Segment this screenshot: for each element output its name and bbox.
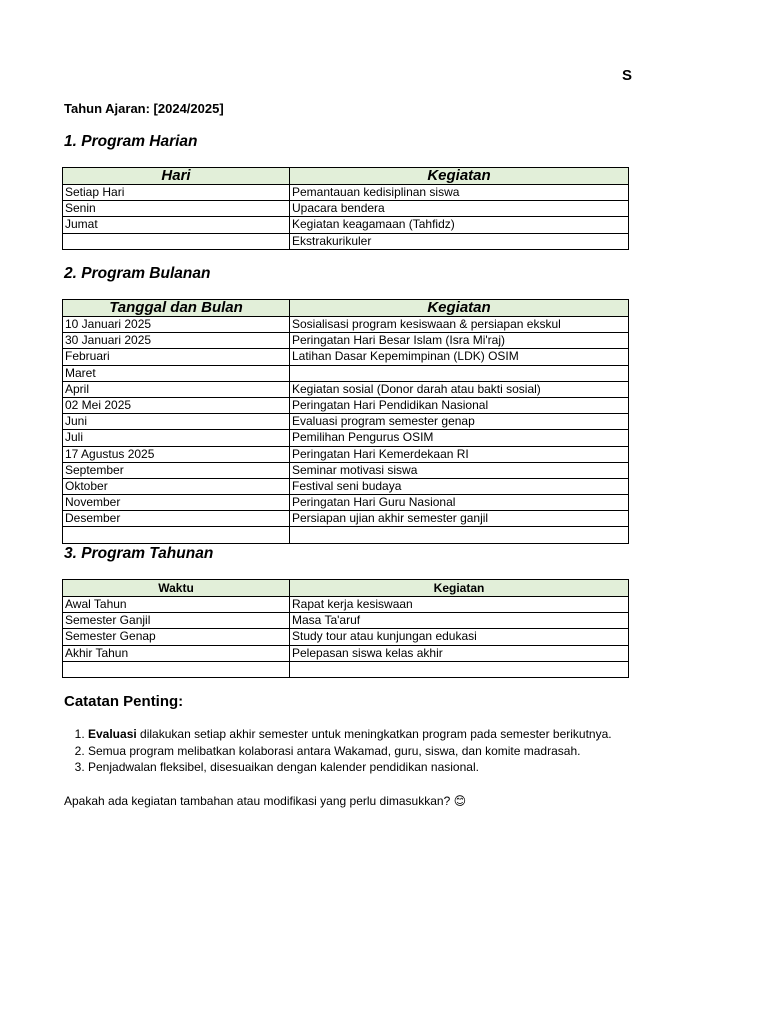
cell-hari	[63, 233, 290, 249]
table-row	[63, 317, 629, 333]
section-title-tahunan: 3. Program Tahunan	[64, 545, 214, 562]
table-row	[63, 233, 629, 249]
column-header-hari: Hari	[63, 168, 290, 185]
table-row	[63, 661, 629, 677]
cell-tanggal: Juli	[63, 430, 290, 446]
cell-kegiatan: Peringatan Hari Pendidikan Nasional	[290, 397, 629, 413]
note-text: Semua program melibatkan kolaborasi antara Wakamad, guru, siswa, dan komite madrasah.	[88, 743, 581, 758]
cell-tanggal: 17 Agustus 2025	[63, 446, 290, 462]
cell-tanggal: Maret	[63, 365, 290, 381]
column-header-tanggal: Tanggal dan Bulan	[63, 300, 290, 317]
table-row	[63, 381, 629, 397]
title-fragment: S	[622, 67, 633, 84]
table-row	[63, 527, 629, 543]
note-bold-term: Evaluasi	[88, 727, 137, 741]
cell-tanggal: Oktober	[63, 478, 290, 494]
cell-kegiatan: Pemantauan kedisiplinan siswa	[290, 185, 629, 201]
cell-hari: Senin	[63, 201, 290, 217]
table-bulanan	[62, 299, 629, 544]
cell-kegiatan	[290, 527, 629, 543]
cell-kegiatan: Study tour atau kunjungan edukasi	[290, 629, 629, 645]
cell-kegiatan: Latihan Dasar Kepemimpinan (LDK) OSIM	[290, 349, 629, 365]
cell-waktu: Awal Tahun	[63, 597, 290, 613]
cell-kegiatan: Peringatan Hari Besar Islam (Isra Mi'raj)	[290, 333, 629, 349]
list-item	[88, 726, 612, 743]
table-row	[63, 597, 629, 613]
cell-kegiatan: Evaluasi program semester genap	[290, 414, 629, 430]
cell-kegiatan: Persiapan ujian akhir semester ganjil	[290, 511, 629, 527]
table-row	[63, 185, 629, 201]
cell-kegiatan: Ekstrakurikuler	[290, 233, 629, 249]
academic-year: Tahun Ajaran: [2024/2025]	[64, 101, 224, 116]
table-header-row	[63, 168, 629, 185]
table-header-row	[63, 580, 629, 597]
table-row	[63, 201, 629, 217]
cell-hari: Setiap Hari	[63, 185, 290, 201]
cell-kegiatan: Peringatan Hari Kemerdekaan RI	[290, 446, 629, 462]
cell-tanggal: November	[63, 495, 290, 511]
cell-tanggal	[63, 527, 290, 543]
cell-kegiatan: Masa Ta'aruf	[290, 613, 629, 629]
table-row	[63, 629, 629, 645]
table-row	[63, 349, 629, 365]
table-row	[63, 397, 629, 413]
column-header-kegiatan: Kegiatan	[290, 168, 629, 185]
cell-kegiatan: Sosialisasi program kesiswaan & persiapan ekskul	[290, 317, 629, 333]
cell-tanggal: 10 Januari 2025	[63, 317, 290, 333]
notes-title: Catatan Penting:	[64, 693, 184, 710]
cell-kegiatan: Rapat kerja kesiswaan	[290, 597, 629, 613]
cell-waktu: Semester Ganjil	[63, 613, 290, 629]
cell-kegiatan	[290, 661, 629, 677]
notes-list	[64, 726, 612, 776]
table-tahunan	[62, 579, 629, 678]
cell-tanggal: Februari	[63, 349, 290, 365]
cell-tanggal: September	[63, 462, 290, 478]
table-row	[63, 645, 629, 661]
table-row	[63, 462, 629, 478]
list-item	[88, 759, 612, 776]
note-text: dilakukan setiap akhir semester untuk meningkatkan program pada semester berikutnya.	[136, 727, 612, 741]
cell-waktu: Semester Genap	[63, 629, 290, 645]
table-header-row	[63, 300, 629, 317]
section-title-bulanan: 2. Program Bulanan	[64, 265, 211, 282]
cell-hari: Jumat	[63, 217, 290, 233]
cell-kegiatan: Seminar motivasi siswa	[290, 462, 629, 478]
section-title-harian: 1. Program Harian	[64, 133, 198, 150]
list-item	[88, 743, 612, 760]
table-row	[63, 333, 629, 349]
cell-kegiatan: Upacara bendera	[290, 201, 629, 217]
table-row	[63, 495, 629, 511]
cell-kegiatan: Peringatan Hari Guru Nasional	[290, 495, 629, 511]
closing-question: Apakah ada kegiatan tambahan atau modifikasi yang perlu dimasukkan? 😊	[64, 794, 467, 808]
cell-waktu: Akhir Tahun	[63, 645, 290, 661]
table-row	[63, 511, 629, 527]
column-header-kegiatan: Kegiatan	[290, 300, 629, 317]
cell-waktu	[63, 661, 290, 677]
table-row	[63, 430, 629, 446]
table-row	[63, 365, 629, 381]
table-row	[63, 446, 629, 462]
table-row	[63, 414, 629, 430]
cell-tanggal: Juni	[63, 414, 290, 430]
column-header-waktu: Waktu	[63, 580, 290, 597]
cell-kegiatan: Kegiatan sosial (Donor darah atau bakti sosial)	[290, 381, 629, 397]
cell-kegiatan: Kegiatan keagamaan (Tahfidz)	[290, 217, 629, 233]
cell-kegiatan: Festival seni budaya	[290, 478, 629, 494]
note-text: Penjadwalan fleksibel, disesuaikan dengan kalender pendidikan nasional.	[88, 760, 479, 774]
column-header-kegiatan: Kegiatan	[290, 580, 629, 597]
table-row	[63, 217, 629, 233]
cell-tanggal: Desember	[63, 511, 290, 527]
cell-kegiatan: Pemilihan Pengurus OSIM	[290, 430, 629, 446]
cell-tanggal: 30 Januari 2025	[63, 333, 290, 349]
table-row	[63, 478, 629, 494]
table-row	[63, 613, 629, 629]
cell-tanggal: April	[63, 381, 290, 397]
cell-kegiatan: Pelepasan siswa kelas akhir	[290, 645, 629, 661]
cell-tanggal: 02 Mei 2025	[63, 397, 290, 413]
cell-kegiatan	[290, 365, 629, 381]
table-harian	[62, 167, 629, 250]
